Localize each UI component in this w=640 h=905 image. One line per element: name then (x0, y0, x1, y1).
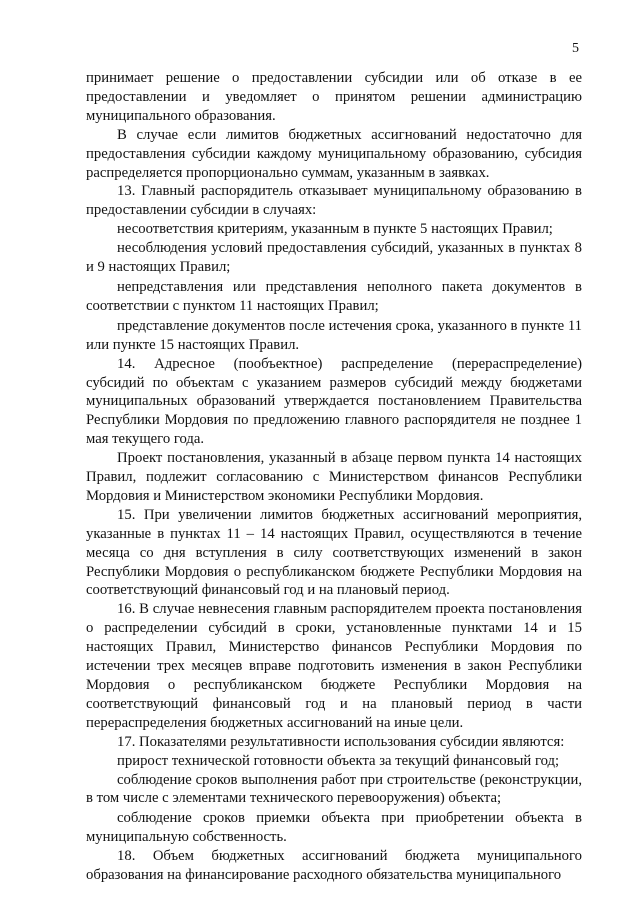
list-item-conditions: несоблюдения условий предоставления субсидий, указанных в пунктах 8 и 9 настоящих Правил; (86, 240, 582, 276)
paragraph-item-16: 16. В случае невнесения главным распорядителем проекта постановления о распределении субсидий в сроки, установленные пунктами 14 и 15 настоящих Правил, Министерство финансов Республики Мордовия по истечении трех месяцев вправе подготовить изменения в закон Республики Мордовия о республиканском бюджете Республики Мордовия на соответствующий финансовый год и на плановый период в части перераспределения бюджетных ассигнований на иные цели. (86, 601, 582, 731)
paragraph-item-14: 14. Адресное (пообъектное) распределение (перераспределение) субсидий по объектам с указанием размеров субсидий между бюджетами муниципальных образований утверждается постановлением Правительства Республики Мордовия по предложению главного распорядителя не позднее 1 мая текущего года. (86, 355, 582, 448)
list-item-construction-deadlines: соблюдение сроков выполнения работ при строительстве (реконструкции, в том числе с элементами технического перевооружения) объекта; (86, 771, 582, 807)
paragraph-insufficient-limits: В случае если лимитов бюджетных ассигнований недостаточно для предоставления субсидии каждому муниципальному образованию, субсидия распределяется пропорционально суммам, указанным в заявках. (86, 126, 582, 181)
paragraph-item-18: 18. Объем бюджетных ассигнований бюджета муниципального образования на финансирование расходного обязательства муниципального (86, 848, 582, 884)
paragraph-draft-resolution: Проект постановления, указанный в абзаце первом пункта 14 настоящих Правил, подлежит согласованию с Министерством финансов Республики Мордовия и Министерством экономики Республики Мордовия. (86, 450, 582, 504)
list-item-readiness: прирост технической готовности объекта за текущий финансовый год; (117, 752, 560, 769)
paragraph-continuation: принимает решение о предоставлении субсидии или об отказе в ее предоставлении и уведомляет о принятом решении администрацию муниципального образования. (86, 70, 582, 124)
paragraph-item-17: 17. Показателями результативности использования субсидии являются: (117, 733, 565, 750)
list-item-documents: непредставления или представления неполного пакета документов в соответствии с пунктом 11 настоящих Правил; (86, 278, 582, 314)
document-body (86, 69, 582, 885)
paragraph-item-15: 15. При увеличении лимитов бюджетных ассигнований мероприятия, указанные в пунктах 11 – 14 настоящих Правил, осуществляются в течение месяца со дня вступления в силу соответствующих изменений в закон Республики Мордовия о республиканском бюджете Республики Мордовия на соответствующий финансовый год и на плановый период. (86, 506, 582, 599)
paragraph-item-13: 13. Главный распорядитель отказывает муниципальному образованию в предоставлении субсидии в случаях: (86, 183, 582, 219)
list-item-acceptance-deadlines: соблюдение сроков приемки объекта при приобретении объекта в муниципальную собственность. (86, 810, 582, 846)
list-item-deadline: представление документов после истечения срока, указанного в пункте 11 или пункте 15 настоящих Правил. (86, 317, 582, 353)
page-number: 5 (572, 41, 579, 56)
list-item-criteria: несоответствия критериям, указанным в пункте 5 настоящих Правил; (117, 221, 553, 238)
